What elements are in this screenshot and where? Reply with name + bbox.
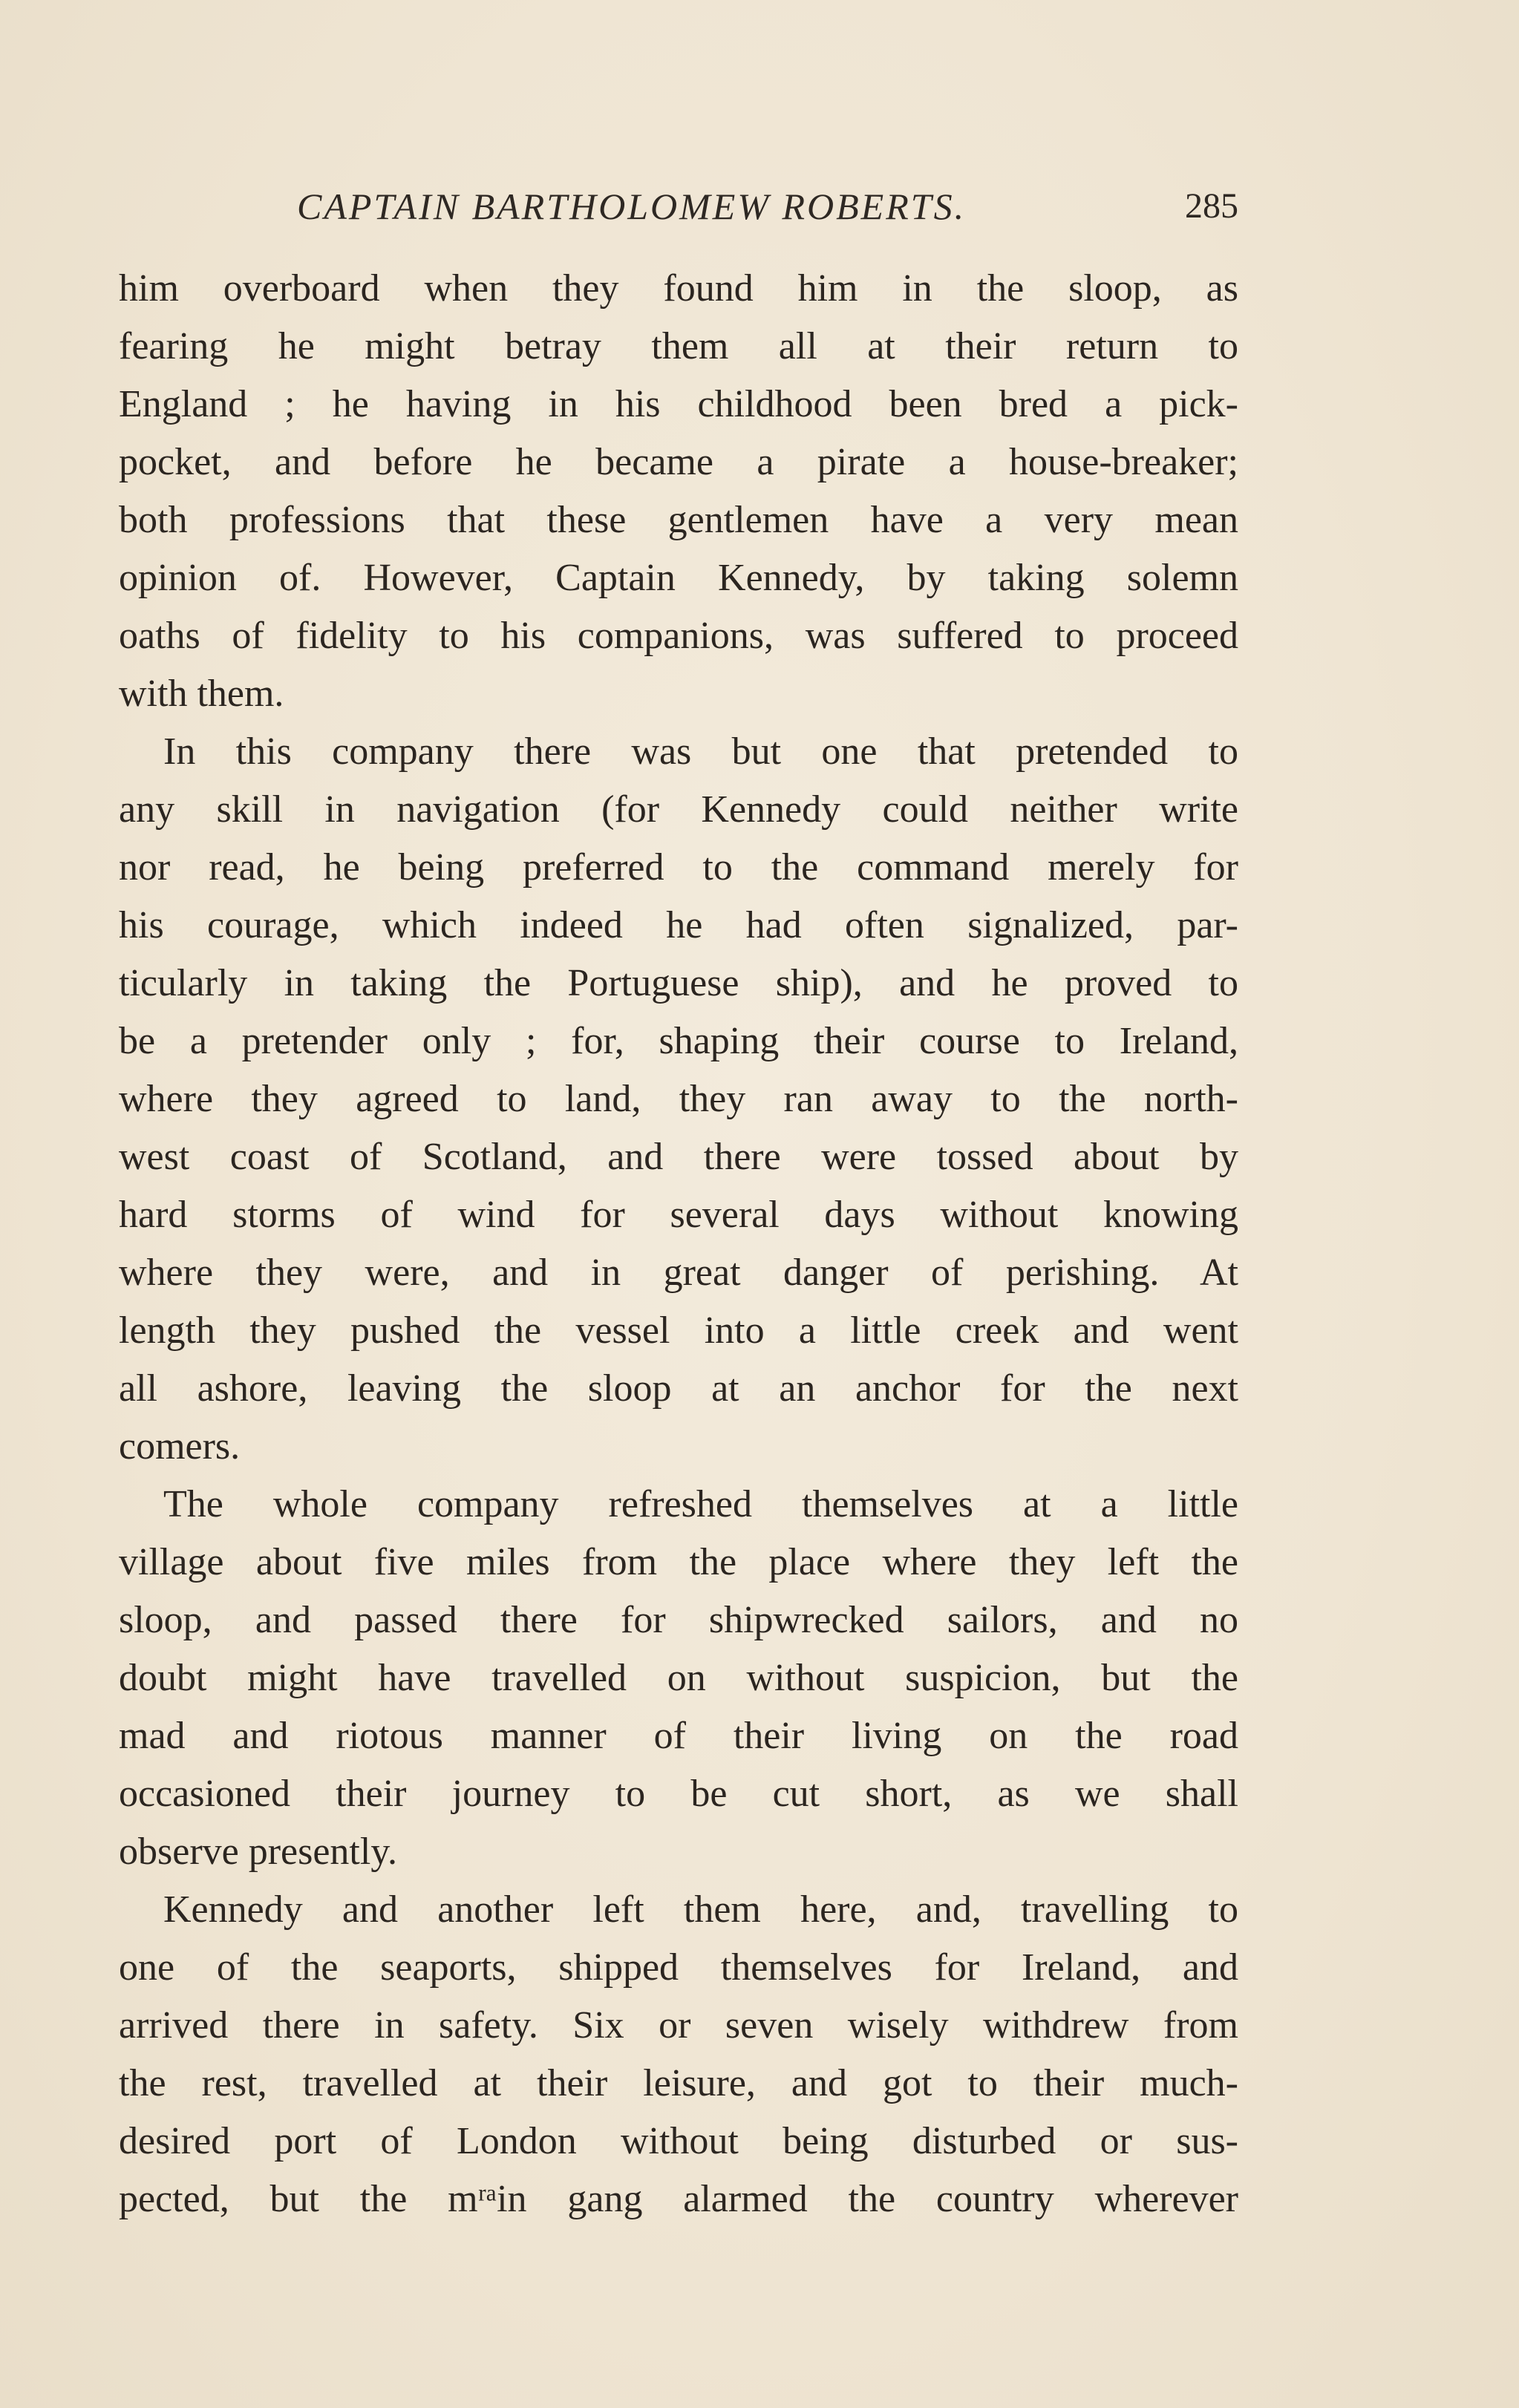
text-line: one of the seaports, shipped themselves for Ireland, and [119, 1946, 1238, 1989]
body-text [119, 260, 1238, 2228]
text-line: his courage, which indeed he had often signalized, par- [119, 904, 1238, 946]
text-line: oaths of fidelity to his companions, was suffered to proceed [119, 615, 1238, 657]
text-line: mad and riotous manner of their living on the road [119, 1715, 1238, 1757]
text-line: ticularly in taking the Portuguese ship), and he proved to [119, 962, 1238, 1004]
text-line: opinion of. However, Captain Kennedy, by taking solemn [119, 557, 1238, 599]
text-line: The whole company refreshed themselves at a little [163, 1483, 1238, 1525]
text-line: where they agreed to land, they ran away to the north- [119, 1078, 1238, 1120]
paragraph [119, 723, 1238, 1476]
text-line: village about five miles from the place where they left the [119, 1541, 1238, 1583]
text-line: any skill in navigation (for Kennedy could neither write [119, 788, 1238, 831]
page-number: 285 [1185, 186, 1238, 226]
text-line: doubt might have travelled on without suspicion, but the [119, 1657, 1238, 1699]
text-line: occasioned their journey to be cut short, as we shall [119, 1773, 1238, 1815]
text-line: hard storms of wind for several days without knowing [119, 1194, 1238, 1236]
text-line: nor read, he being preferred to the command merely for [119, 846, 1238, 889]
text-line: fearing he might betray them all at their return to [119, 325, 1238, 367]
text-line: pected, but the mʳᵃin gang alarmed the country wherever [119, 2178, 1238, 2220]
text-line: west coast of Scotland, and there were tossed about by [119, 1136, 1238, 1178]
text-line: desired port of London without being disturbed or sus- [119, 2120, 1238, 2162]
text-line: comers. [119, 1425, 241, 1468]
text-line: both professions that these gentlemen have a very mean [119, 499, 1238, 541]
text-line: Kennedy and another left them here, and, travelling to [163, 1888, 1238, 1931]
running-title: CAPTAIN BARTHOLOMEW ROBERTS. [297, 186, 967, 227]
text-line: all ashore, leaving the sloop at an anchor for the next [119, 1367, 1238, 1410]
text-line: be a pretender only ; for, shaping their course to Ireland, [119, 1020, 1238, 1062]
text-line: In this company there was but one that pretended to [163, 730, 1238, 773]
text-line: with them. [119, 673, 284, 715]
paragraph [119, 260, 1238, 723]
text-line: arrived there in safety. Six or seven wisely withdrew from [119, 2004, 1238, 2047]
text-line: sloop, and passed there for shipwrecked sailors, and no [119, 1599, 1238, 1641]
text-line: length they pushed the vessel into a little creek and went [119, 1309, 1238, 1352]
text-line: him overboard when they found him in the sloop, as [119, 267, 1238, 310]
text-line: England ; he having in his childhood been bred a pick- [119, 383, 1238, 425]
text-line: where they were, and in great danger of perishing. At [119, 1252, 1238, 1294]
paragraph [119, 1476, 1238, 1881]
page-header [119, 184, 1238, 236]
paragraph [119, 1881, 1238, 2228]
text-line: the rest, travelled at their leisure, and got to their much- [119, 2062, 1238, 2104]
text-line: observe presently. [119, 1830, 397, 1873]
text-line: pocket, and before he became a pirate a house-breaker; [119, 441, 1238, 483]
